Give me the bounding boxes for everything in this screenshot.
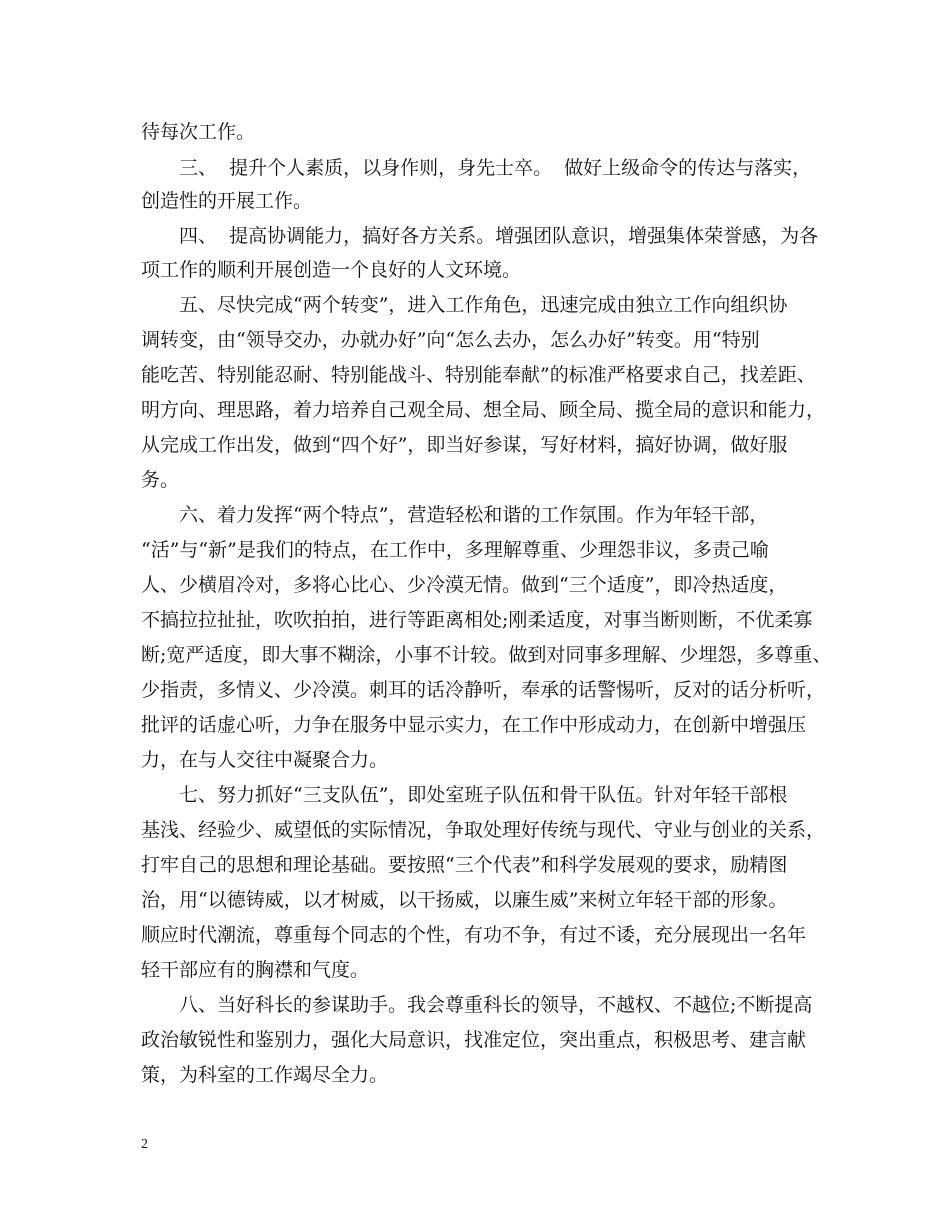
text-line: 策，为科室的工作竭尽全力。: [141, 1064, 389, 1086]
text-line: 政治敏锐性和鉴别力，强化大局意识，找准定位，突出重点，积极思考、建言献: [141, 1029, 807, 1051]
page-number: 2: [141, 1137, 148, 1152]
text-line: 创造性的开展工作。: [141, 190, 313, 212]
text-line: “活”与“新”是我们的特点，在工作中，多理解尊重、少理怨非议，多责己喻: [141, 539, 769, 561]
text-line: 七、努力抓好“三支队伍”，即处室班子队伍和骨干队伍。针对年轻干部根: [179, 784, 788, 806]
text-line: 批评的话虚心听，力争在服务中显示实力，在工作中形成动力，在创新中增强压: [141, 714, 807, 736]
text-line: 力，在与人交往中凝聚合力。: [141, 749, 389, 771]
text-line: 基浅、经验少、威望低的实际情况，争取处理好传统与现代、守业与创业的关系，: [141, 819, 826, 841]
text-line: 四、 提高协调能力，搞好各方关系。增强团队意识，增强集体荣誉感，为各: [179, 225, 819, 247]
text-line: 人、少横眉冷对，多将心比心、少冷漠无情。做到“三个适度”，即冷热适度，: [141, 574, 788, 596]
text-line: 待每次工作。: [141, 121, 256, 143]
text-line: 断;宽严适度，即大事不糊涂，小事不计较。做到对同事多理解、少埋怨，多尊重、: [141, 644, 832, 666]
text-line: 顺应时代潮流，尊重每个同志的个性，有功不争，有过不诿，充分展现出一名年: [141, 924, 807, 946]
text-line: 少指责，多情义、少冷漠。刺耳的话冷静听，奉承的话警惕听，反对的话分析听，: [141, 679, 826, 701]
text-line: 务。: [141, 469, 180, 491]
text-line: 八、当好科长的参谋助手。我会尊重科长的领导，不越权、不越位;不断提高: [179, 994, 813, 1016]
text-line: 调转变，由“领导交办，办就办好”向“怎么去办，怎么办好”转变。用“特别: [141, 329, 760, 351]
text-line: 明方向、理思路，着力培养自己观全局、想全局、顾全局、揽全局的意识和能力，: [141, 399, 826, 421]
text-line: 项工作的顺利开展创造一个良好的人文环境。: [141, 259, 522, 281]
text-line: 轻干部应有的胸襟和气度。: [141, 959, 370, 981]
text-line: 治，用“以德铸威，以才树威，以干扬威，以廉生威”来树立年轻干部的形象。: [141, 889, 788, 911]
text-line: 能吃苦、特别能忍耐、特别能战斗、特别能奉献”的标准严格要求自己，找差距、: [141, 364, 816, 386]
text-line: 五、尽快完成“两个转变”，进入工作角色，迅速完成由独立工作向组织协: [179, 294, 788, 316]
text-line: 六、着力发挥“两个特点”，营造轻松和谐的工作氛围。作为年轻干部，: [179, 504, 769, 526]
text-line: 从完成工作出发，做到“四个好”，即当好参谋，写好材料，搞好协调，做好服: [141, 434, 788, 456]
text-line: 打牢自己的思想和理论基础。要按照“三个代表”和科学发展观的要求，励精图: [141, 854, 788, 876]
text-line: 三、 提升个人素质，以身作则，身先士卒。 做好上级命令的传达与落实，: [179, 157, 812, 179]
text-line: 不搞拉拉扯扯，吹吹拍拍，进行等距离相处;刚柔适度，对事当断则断，不优柔寡: [141, 609, 813, 631]
